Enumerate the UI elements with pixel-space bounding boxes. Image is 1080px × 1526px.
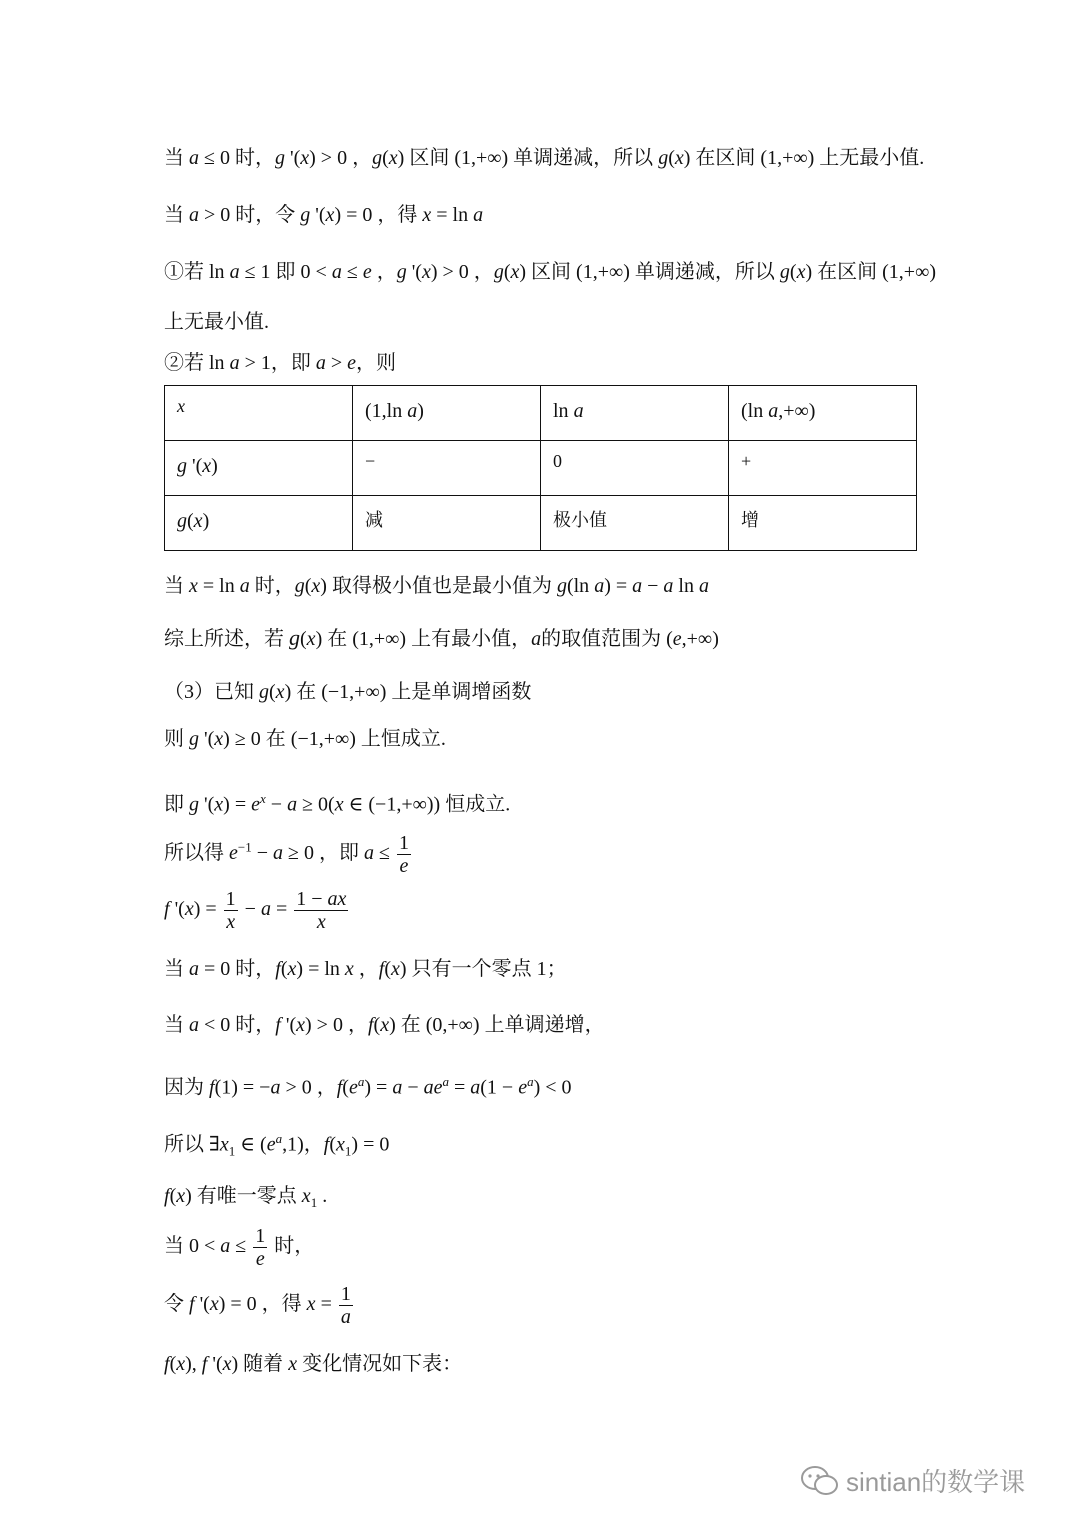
text-line-9: 则 g '(x) ≥ 0 在 (−1,+∞) 上恒成立. bbox=[164, 728, 446, 750]
table-cell: (1,ln a) bbox=[353, 386, 541, 441]
table-cell: + bbox=[729, 441, 917, 496]
text-line-8: （3）已知 g(x) 在 (−1,+∞) 上是单调增函数 bbox=[164, 681, 532, 703]
text-line-14: 当 a < 0 时，f '(x) > 0 ，f(x) 在 (0,+∞) 上单调递增， bbox=[164, 1014, 605, 1036]
text-line-4: 上无最小值. bbox=[164, 311, 269, 333]
table-cell: (ln a,+∞) bbox=[729, 386, 917, 441]
text-line-11: 所以得 $e^{-1} - a \ge 0$ ，即 a ≤ $\frac{1}{e}$ bbox=[164, 832, 409, 877]
text-line-16: 所以 $\exists x_1$ ∈ $(e^a,1)$，$f(x_1) = 0$ bbox=[164, 1131, 390, 1159]
text-line-7: 综上所述，若 g(x) 在 (1,+∞) 上有最小值，a的取值范围为 (e,+∞) bbox=[164, 625, 719, 650]
table-cell: g(x) bbox=[165, 496, 353, 551]
table-row bbox=[165, 386, 917, 441]
table-cell: 增 bbox=[729, 496, 917, 551]
text-line-17: f(x) 有唯一零点 $x_1$ . bbox=[164, 1185, 328, 1210]
table-cell: ln a bbox=[541, 386, 729, 441]
text-line-19: 令 f '(x) = 0 ，得 x = $\frac{1}{a}$ bbox=[164, 1283, 351, 1328]
fraction: $\frac{1}{a}$ bbox=[340, 1283, 351, 1328]
wechat-icon bbox=[800, 1464, 840, 1498]
text-line-10: 即 g '$(x) = e^x - a \ge 0(x$ ∈ (−1,+∞)) 恒成立. bbox=[164, 791, 511, 816]
text-line-18: 当 0 < a ≤ $\frac{1}{e}$ 时， bbox=[164, 1225, 315, 1270]
text-line-20: f(x), f '(x) 随着 x 变化情况如下表： bbox=[164, 1353, 463, 1375]
text-line-6: 当 x = ln a 时，g(x) 取得极小值也是最小值为 g(ln a) = a − a ln a bbox=[164, 575, 709, 597]
fraction: $\frac{1 - ax}{x}$ bbox=[296, 888, 347, 933]
sign-table bbox=[164, 385, 917, 551]
table-row bbox=[165, 496, 917, 551]
table-row bbox=[165, 441, 917, 496]
fraction: $\frac{1}{e}$ bbox=[398, 832, 409, 877]
text-line-3: ①若 ln a ≤ 1 即 0 < a ≤ e ，g '(x) > 0 ，g(x) 区间 (1,+∞) 单调递减，所以 g(x) 在区间 (1,+∞) bbox=[164, 261, 936, 283]
table-cell: g '(x) bbox=[165, 441, 353, 496]
fraction: $\frac{1}{e}$ bbox=[255, 1225, 266, 1270]
table-cell: 极小值 bbox=[541, 496, 729, 551]
table-cell: − bbox=[353, 441, 541, 496]
fraction: $\frac{1}{x}$ bbox=[225, 888, 236, 933]
text-line-1: 当 a ≤ 0 时，g '(x) > 0 ，g(x) 区间 (1,+∞) 单调递减，所以 g(x) 在区间 (1,+∞) 上无最小值. bbox=[164, 147, 925, 169]
text-line-2: 当 a > 0 时，令 g '(x) = 0 ，得 x = ln a bbox=[164, 204, 484, 226]
text-line-12: f '(x) = $\frac{1}{x}$ − a = $\frac{1 - ax}{x}$ bbox=[164, 888, 347, 933]
table-cell: 减 bbox=[353, 496, 541, 551]
watermark bbox=[800, 1462, 1025, 1499]
text-line-15: 因为 f(1) = −a > 0 ，$f(e^a) = a - ae^a = a(1 - e^a) < 0$ bbox=[164, 1074, 572, 1099]
table-cell: x bbox=[165, 386, 353, 441]
table-cell: 0 bbox=[541, 441, 729, 496]
text-line-13: 当 a = 0 时，f(x) = ln x ，f(x) 只有一个零点 1； bbox=[164, 958, 567, 980]
text-line-5: ②若 ln a > 1，即 a > e，则 bbox=[164, 352, 397, 374]
watermark-text: sintian的数学课 bbox=[846, 1467, 1026, 1497]
